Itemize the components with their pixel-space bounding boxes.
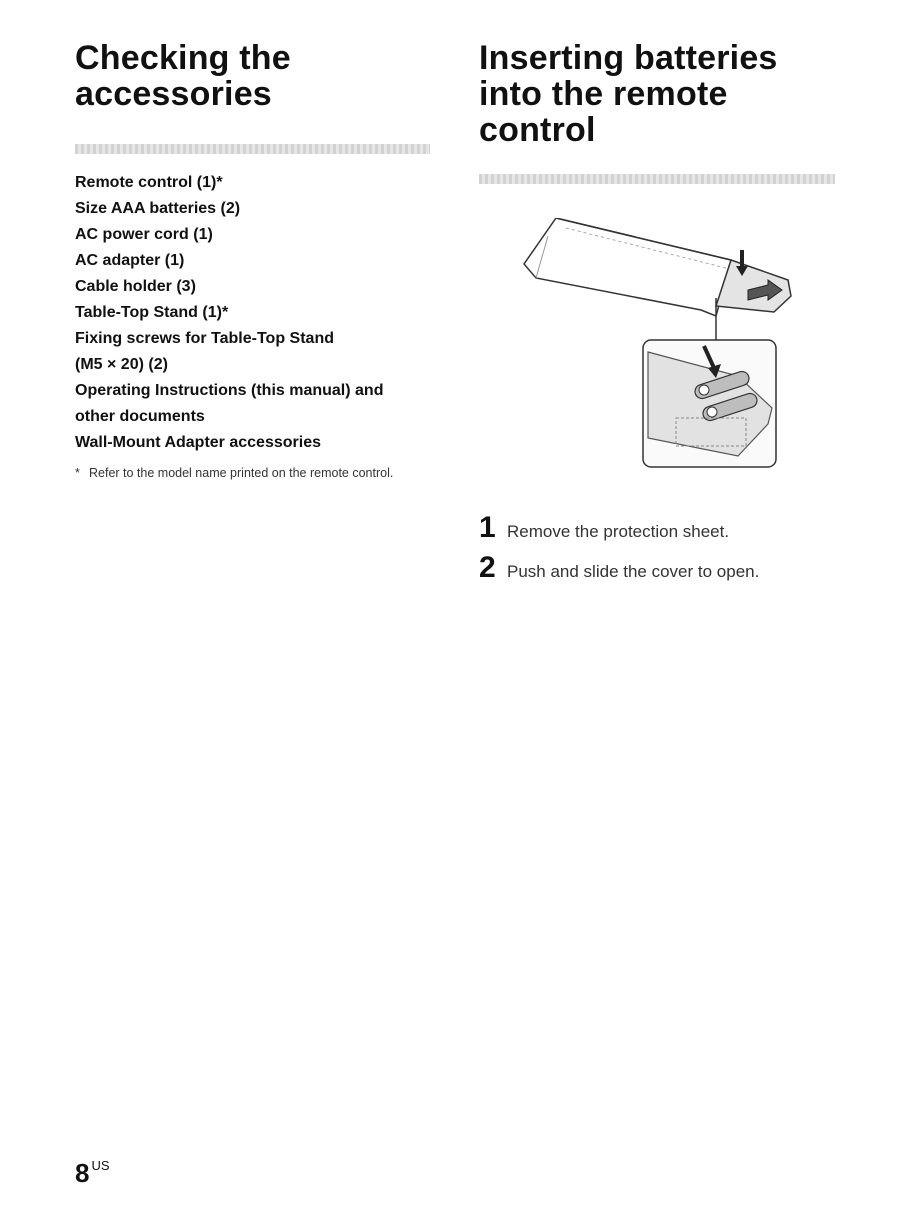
batteries-title-line2: into the remote: [479, 75, 728, 113]
remote-battery-illustration: [506, 218, 806, 468]
accessories-title-line1: Checking the: [75, 39, 291, 77]
section-divider: [479, 174, 835, 184]
batteries-title: [479, 40, 835, 148]
list-item: other documents: [75, 408, 205, 425]
region-code: US: [91, 1158, 110, 1173]
list-item: AC power cord (1): [75, 226, 213, 243]
step-text: Push and slide the cover to open.: [507, 562, 760, 581]
page-number: 8: [75, 1158, 90, 1188]
footnote: [75, 466, 430, 480]
batteries-section: [479, 40, 835, 591]
step-2: [479, 551, 835, 591]
accessories-title: [75, 40, 430, 112]
steps-list: [479, 511, 835, 591]
batteries-title-line1: Inserting batteries: [479, 39, 778, 77]
step-1: [479, 511, 835, 551]
step-text: Remove the protection sheet.: [507, 522, 730, 541]
list-item: Wall-Mount Adapter accessories: [75, 434, 321, 451]
list-item: AC adapter (1): [75, 252, 185, 269]
list-item: Remote control (1)*: [75, 174, 223, 191]
list-item: (M5 × 20) (2): [75, 356, 168, 373]
list-item: Cable holder (3): [75, 278, 196, 295]
section-divider: [75, 144, 430, 154]
list-item: Size AAA batteries (2): [75, 200, 241, 217]
battery-compartment-detail: [643, 340, 776, 467]
remote-control-illustration: [524, 218, 731, 316]
page-footer: [75, 1158, 110, 1189]
step-number: 2: [479, 551, 496, 584]
accessories-section: [75, 40, 430, 480]
list-item: Fixing screws for Table-Top Stand: [75, 330, 334, 347]
footnote-mark: *: [75, 466, 80, 480]
footnote-text: Refer to the model name printed on the remote control.: [89, 466, 394, 480]
accessories-list: [75, 170, 430, 456]
batteries-title-line3: control: [479, 111, 596, 149]
step-number: 1: [479, 511, 496, 544]
accessories-title-line2: accessories: [75, 75, 272, 113]
list-item: Table-Top Stand (1)*: [75, 304, 229, 321]
list-item: Operating Instructions (this manual) and: [75, 382, 384, 399]
